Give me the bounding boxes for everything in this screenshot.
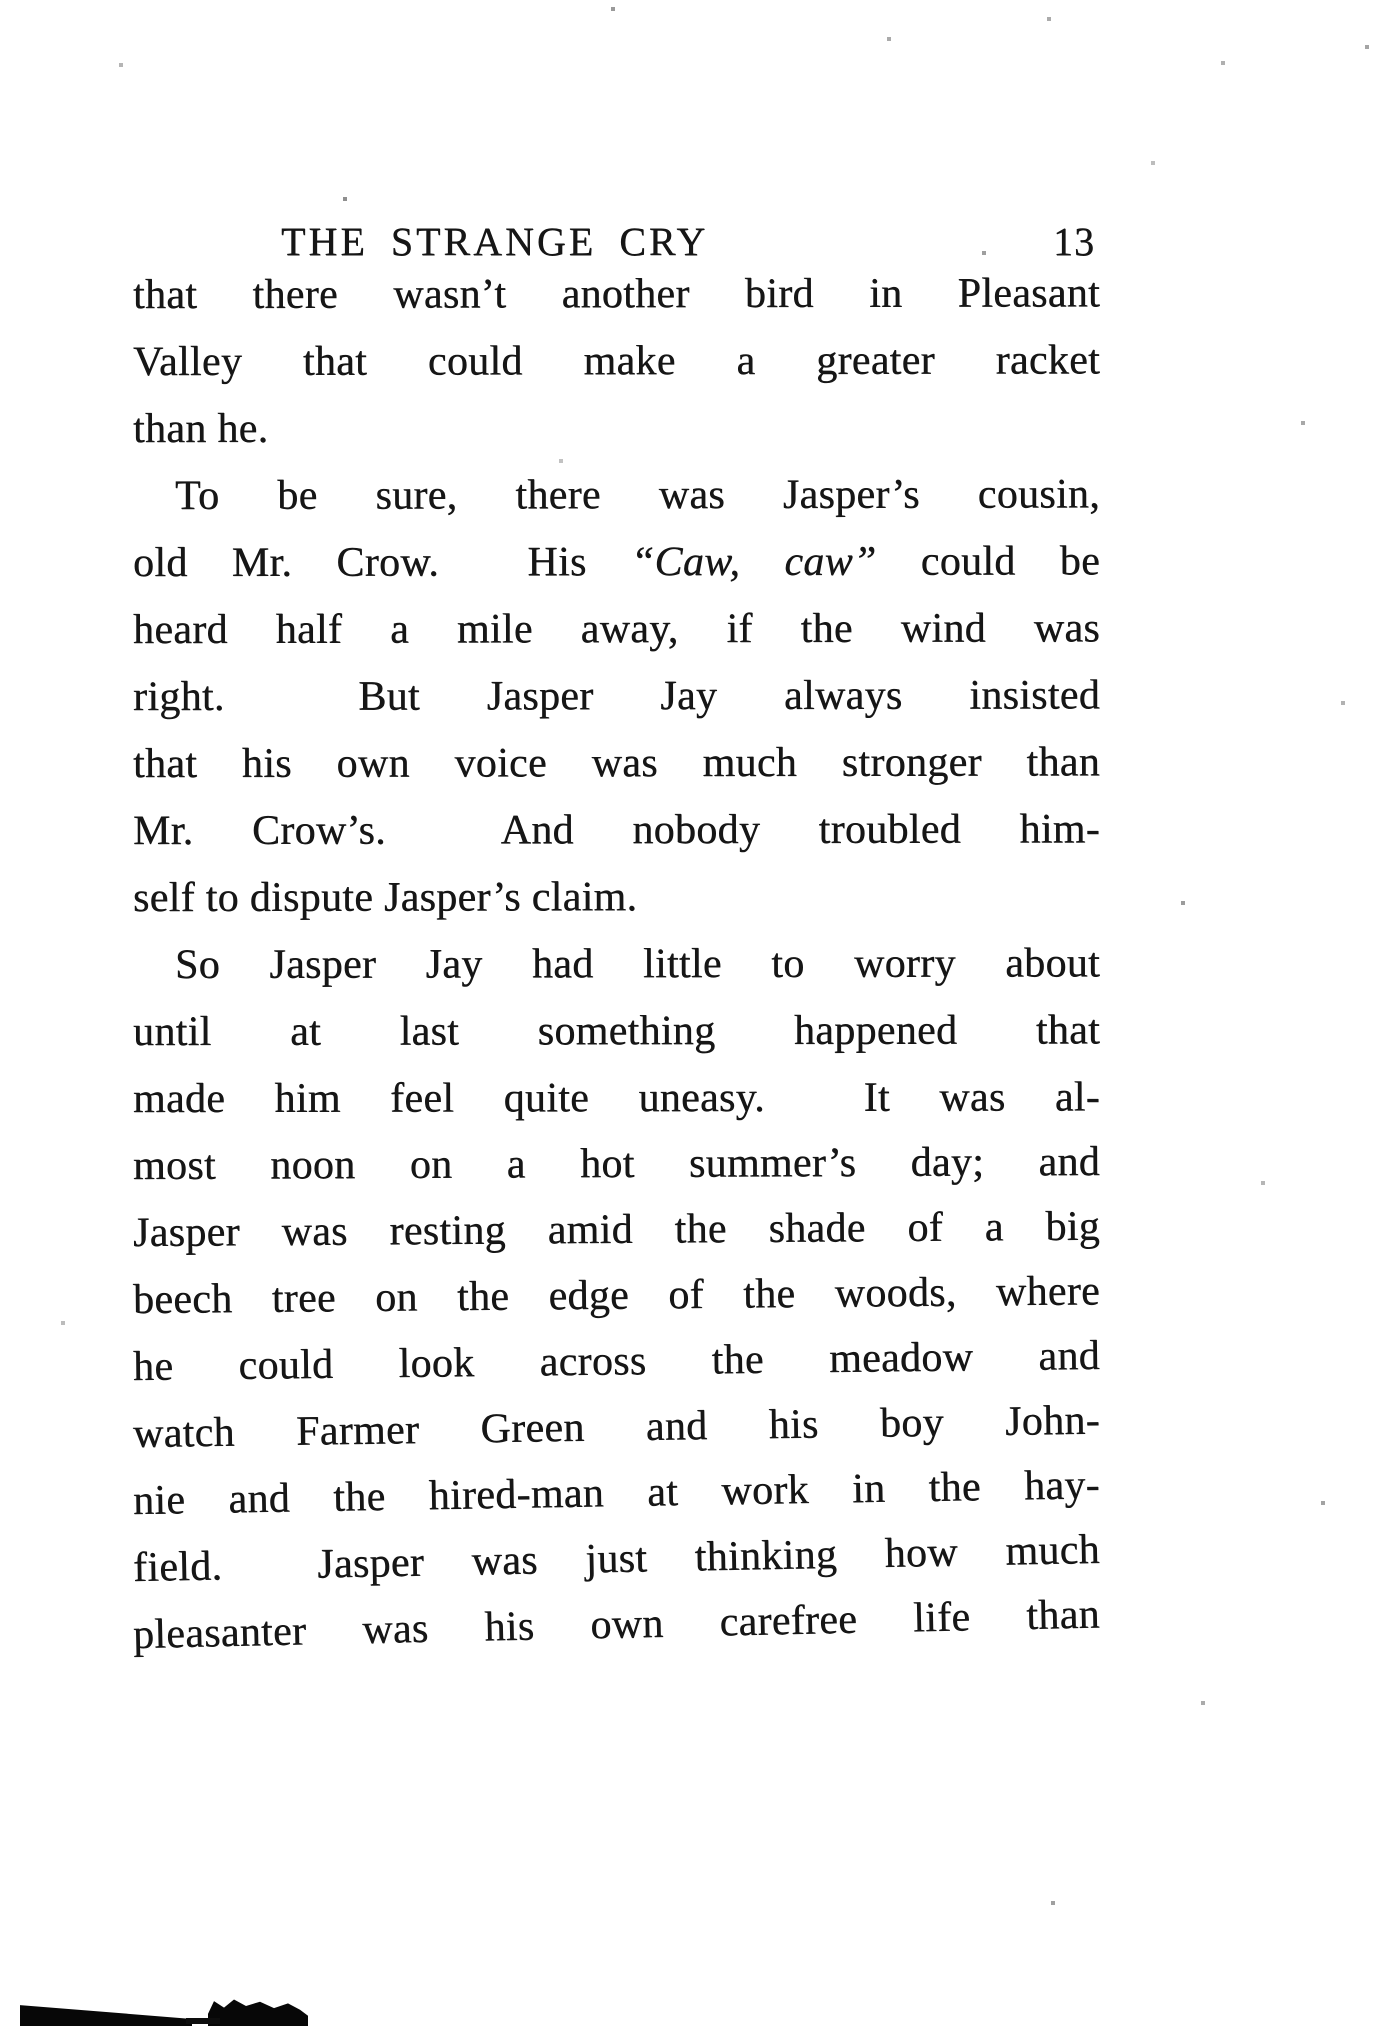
text-line: nie and the hired-man at work in the hay- — [132, 1462, 1101, 1524]
chapter-title: THE STRANGE CRY — [281, 219, 709, 264]
text-line: he could look across the meadow and — [132, 1332, 1101, 1390]
text-line: self to dispute Jasper’s claim. — [132, 874, 638, 921]
text-line: until at last something happened that — [132, 1007, 1101, 1055]
text-lines — [133, 262, 1100, 1669]
text-line: To be sure, there was Jasper’s cousin, — [174, 471, 1101, 519]
text-line: old Mr. Crow. His “Caw, caw” could be — [132, 538, 1101, 586]
text-line: that his own voice was much stronger than — [132, 739, 1101, 787]
text-line: Mr. Crow’s. And nobody troubled him- — [132, 806, 1101, 854]
text-line: pleasanter was his own carefree life than — [132, 1591, 1101, 1658]
text-line: right. But Jasper Jay always insisted — [132, 672, 1101, 720]
text-line: than he. — [132, 405, 269, 452]
text-line: heard half a mile away, if the wind was — [132, 605, 1101, 653]
ink-smudge — [186, 2018, 220, 2024]
text-line: beech tree on the edge of the woods, where — [132, 1268, 1101, 1323]
text-line: made him feel quite uneasy. It was al- — [132, 1074, 1101, 1122]
text-line: most noon on a hot summer’s day; and — [132, 1138, 1101, 1189]
scan-noise-dots — [0, 0, 2, 2]
text-line: Valley that could make a greater racket — [132, 337, 1101, 385]
ink-smudge — [208, 1999, 308, 2026]
page-number: 13 — [1053, 219, 1095, 264]
ink-smudge — [20, 2004, 192, 2026]
text-line: that there wasn’t another bird in Pleasant — [132, 270, 1101, 318]
text-line: field. Jasper was just thinking how much — [132, 1526, 1101, 1591]
text-line: Jasper was resting amid the shade of a big — [132, 1203, 1101, 1256]
text-line: So Jasper Jay had little to worry about — [174, 940, 1101, 988]
text-line: watch Farmer Green and his boy John- — [132, 1397, 1101, 1457]
